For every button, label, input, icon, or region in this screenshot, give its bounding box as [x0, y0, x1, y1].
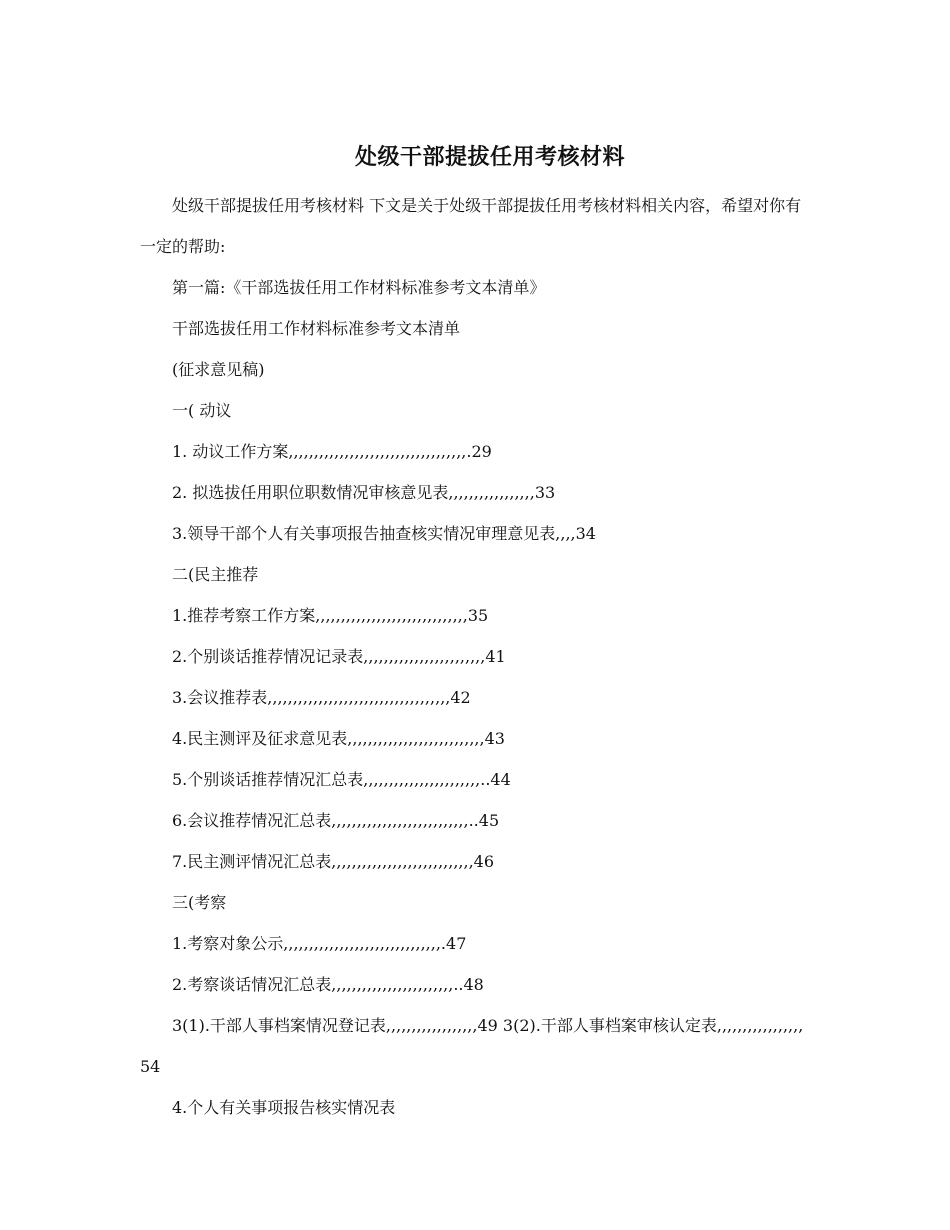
paragraph: 处级干部提拔任用考核材料 下文是关于处级干部提拔任用考核材料相关内容，希望对你有一定的帮助: — [140, 196, 802, 256]
paragraph: 第一篇:《干部选拔任用工作材料标准参考文本清单》 — [172, 278, 546, 297]
section-heading: 三(考察 — [172, 893, 227, 912]
document-body — [140, 185, 808, 1128]
list-item: 2.考察谈话情况汇总表,,,,,,,,,,,,,,,,,,,,,,,,..48 — [172, 975, 484, 994]
list-item: 7.民主测评情况汇总表,,,,,,,,,,,,,,,,,,,,,,,,,,,,46 — [172, 852, 495, 871]
list-item: 2. 拟选拔任用职位职数情况审核意见表,,,,,,,,,,,,,,,,,33 — [172, 483, 556, 502]
list-item: 2.个别谈话推荐情况记录表,,,,,,,,,,,,,,,,,,,,,,,,41 — [172, 647, 506, 666]
section-heading: 二(民主推荐 — [172, 565, 259, 584]
list-item: 3.领导干部个人有关事项报告抽查核实情况审理意见表,,,,34 — [172, 524, 596, 543]
paragraph: 干部选拔任用工作材料标准参考文本清单 — [172, 319, 461, 338]
list-item: 6.会议推荐情况汇总表,,,,,,,,,,,,,,,,,,,,,,,,,,,..45 — [172, 811, 500, 830]
list-item: 1.推荐考察工作方案,,,,,,,,,,,,,,,,,,,,,,,,,,,,,,35 — [172, 606, 489, 625]
list-item: 3(1).干部人事档案情况登记表,,,,,,,,,,,,,,,,,,49 3(2).干部人事档案审核认定表,,,,,,,,,,,,,,,,,54 — [140, 1016, 804, 1076]
document-title: 处级干部提拔任用考核材料 — [354, 144, 625, 170]
list-item: 3.会议推荐表,,,,,,,,,,,,,,,,,,,,,,,,,,,,,,,,,,,,42 — [172, 688, 471, 707]
list-item: 1. 动议工作方案,,,,,,,,,,,,,,,,,,,,,,,,,,,,,,,,,,,.29 — [172, 442, 492, 461]
paragraph: (征求意见稿) — [172, 360, 265, 379]
list-item: 1.考察对象公示,,,,,,,,,,,,,,,,,,,,,,,,,,,,,,,.47 — [172, 934, 467, 953]
list-item: 4.个人有关事项报告核实情况表 — [172, 1098, 396, 1117]
section-heading: 一( 动议 — [172, 401, 232, 420]
list-item: 4.民主测评及征求意见表,,,,,,,,,,,,,,,,,,,,,,,,,,,43 — [172, 729, 505, 748]
list-item: 5.个别谈话推荐情况汇总表,,,,,,,,,,,,,,,,,,,,,,,..44 — [172, 770, 511, 789]
